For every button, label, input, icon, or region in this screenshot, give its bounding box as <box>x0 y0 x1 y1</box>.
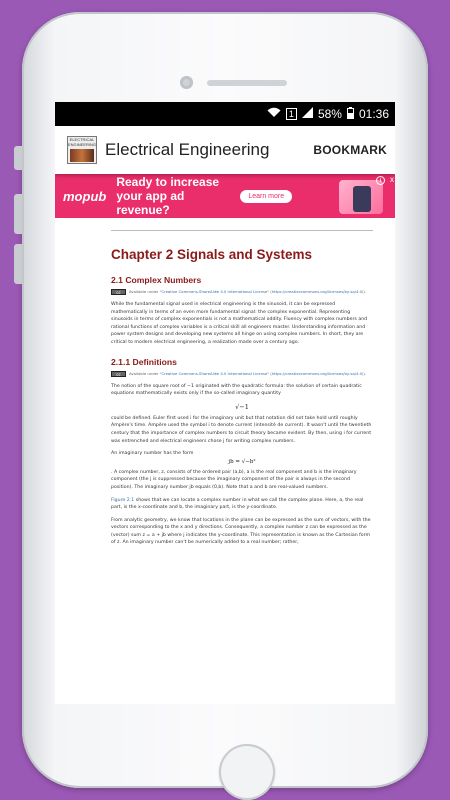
paragraph: While the fundamental signal used in electrical engineering is the sinusoid, it can be expressed mathematically in terms of an even more fundamental signal: the complex exponential. Representing sinusoids in terms of complex exponentials is not a mathematical oddity. Fluency with complex numbers and rational functions of complex variables is a critical skill all engineers master. Understanding information and power system designs and developing new systems all hinge on using complex numbers. In short, they are critical to modern electrical engineering, a realization made over a century ago. <box>111 302 368 345</box>
ad-illustration <box>339 180 383 214</box>
ad-learn-more-button[interactable]: Learn more <box>240 190 292 203</box>
divider <box>111 230 373 231</box>
volume-down-button <box>14 244 22 284</box>
wifi-icon <box>267 107 281 121</box>
home-button[interactable] <box>219 744 275 800</box>
license-text: Available under " <box>129 370 162 376</box>
close-icon[interactable]: x <box>390 175 394 184</box>
bookmark-button[interactable]: BOOKMARK <box>313 143 387 157</box>
license-text: " ( <box>267 289 272 294</box>
license-notice <box>111 289 373 295</box>
volume-up-button <box>14 194 22 234</box>
battery-percent: 58% <box>317 107 342 121</box>
license-text: " ( <box>267 370 272 376</box>
app-logo-image <box>70 149 94 162</box>
signal-icon <box>302 107 313 121</box>
chapter-title: Chapter 2 Signals and Systems <box>111 247 313 262</box>
ad-banner[interactable] <box>55 174 395 218</box>
front-camera <box>180 76 193 89</box>
screen <box>55 102 395 704</box>
app-bar <box>55 126 395 174</box>
info-icon[interactable]: i <box>376 176 385 185</box>
license-url-link[interactable]: https://creativecommons.org/licenses/by-sa/4.0/ <box>271 370 364 376</box>
mute-switch <box>14 146 22 170</box>
notification-count-icon: 1 <box>286 108 297 120</box>
ad-headline: Ready to increase your app ad revenue? <box>116 175 220 217</box>
app-title: Electrical Engineering <box>105 140 270 159</box>
speaker-grille <box>207 80 287 86</box>
document-content <box>55 218 395 547</box>
license-link[interactable]: Creative Commons-ShareAlike 4.0 International License <box>161 370 268 376</box>
paragraph <box>111 497 373 512</box>
cc-license-icon: cc <box>111 289 126 295</box>
license-text: ). <box>363 370 367 376</box>
paragraph-text: shows that we can locate a complex number in what we call the complex plane. Here, a, the real part, is the x-coordinate and b, the imaginary part, is the y-coordinate. <box>111 497 364 511</box>
status-bar <box>55 102 395 126</box>
app-logo <box>67 136 97 164</box>
paragraph: . A complex number, z, consists of the ordered pair (a,b), a is the real component and b is the imaginary component (the j is suppressed because the imaginary component of the pair is always in the second position). The imaginary number jb equals (0,b). Note that a and b are real-valued numbers. <box>111 469 357 490</box>
ad-logo: mopub <box>63 188 107 204</box>
license-link[interactable]: Creative Commons-ShareAlike 4.0 International License <box>161 289 268 294</box>
app-logo-caption: ELECTRICAL ENGINEERING <box>68 137 97 147</box>
section-title: 2.1 Complex Numbers <box>111 275 202 285</box>
license-text: ). <box>363 289 367 294</box>
paragraph: could be defined. Euler first used i for the imaginary unit but that notation did not take hold until roughly Ampère's time. Ampère used the symbol i to denote current (intensité de current). It wasn't until the twentieth century that the importance of complex numbers to circuit theory became evident. By then, using i for current was entrenched and electrical engineers chose j for writing complex numbers. <box>111 415 372 444</box>
license-text: Available under " <box>129 289 162 294</box>
license-notice <box>111 371 373 377</box>
paragraph: The notion of the square root of −1 originated with the quadratic formula: the solution of certain quadratic equations mathematically exists only if the so-called imaginary quantity <box>111 383 362 397</box>
license-url-link[interactable]: https://creativecommons.org/licenses/by-sa/4.0/ <box>271 289 364 294</box>
paragraph: An imaginary number has the form <box>111 451 194 457</box>
figure-link[interactable]: Figure 2.1 <box>111 497 135 503</box>
battery-icon <box>347 107 354 122</box>
paragraph: From analytic geometry, we know that locations in the plane can be expressed as the sum of vectors, with the vectors corresponding to the x and y directions. Consequently, a complex number z can be expressed as the (vector) sum z = a + jb where j indicates the y-coordinate. This representation is known as the Cartesian form of z. An imaginary number can't be numerically added to a real number; rather, <box>111 517 371 546</box>
equation: jb = √−b² <box>228 458 256 465</box>
section-title: 2.1.1 Definitions <box>111 356 177 367</box>
equation: √−1 <box>235 402 249 411</box>
clock: 01:36 <box>358 107 389 121</box>
cc-license-icon: cc <box>111 371 126 377</box>
